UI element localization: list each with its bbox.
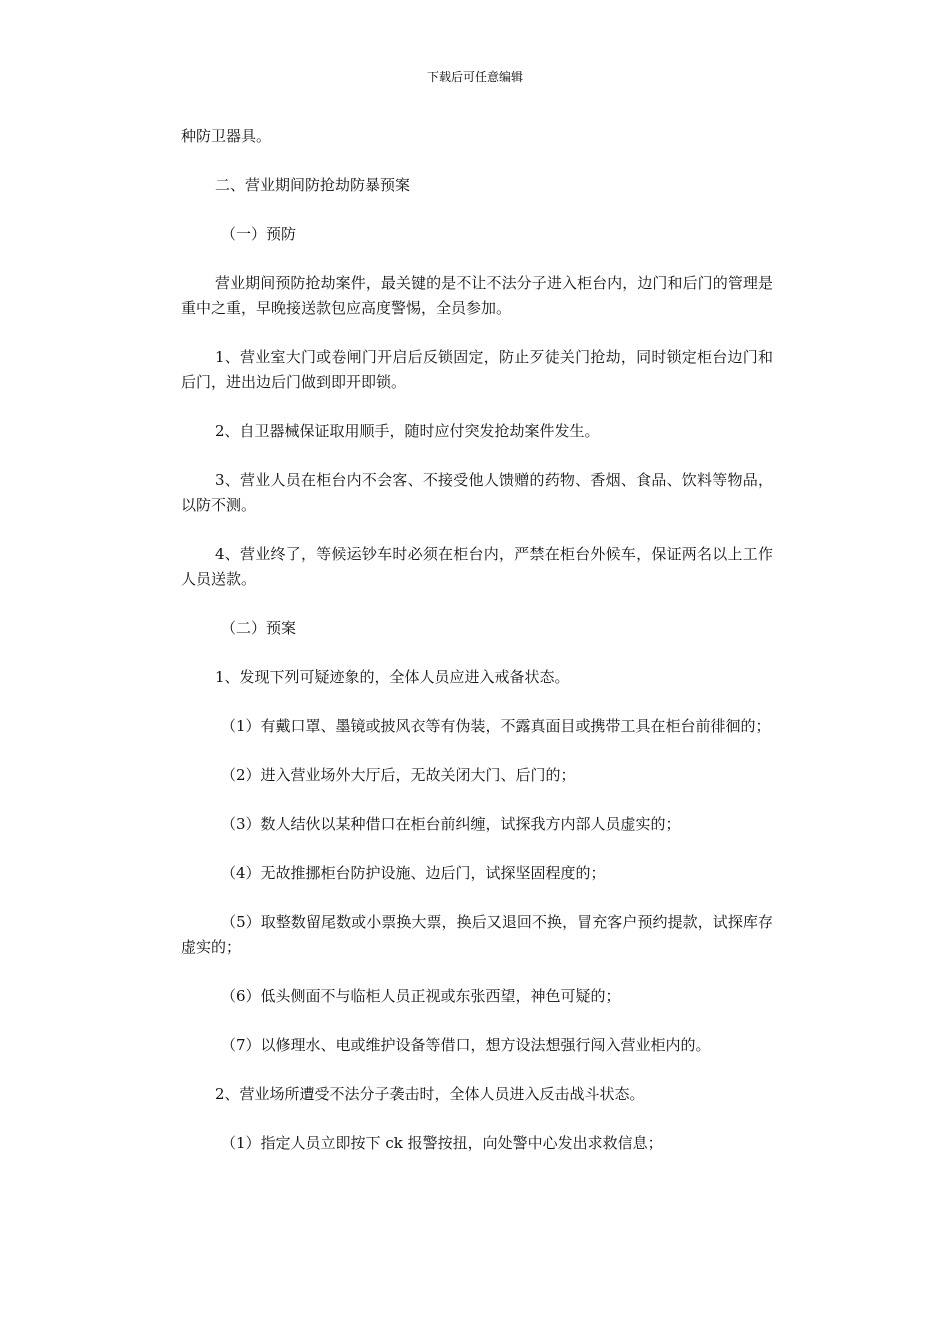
paragraph: 营业期间预防抢劫案件，最关键的是不让不法分子进入柜台内，边门和后门的管理是重中之重，早晚接送款包应高度警惕，全员参加。 (181, 274, 773, 317)
list-item: 1、营业室大门或卷闸门开启后反锁固定，防止歹徒关门抢劫，同时锁定柜台边门和后门，进出边后门做到即开即锁。 (181, 348, 773, 391)
sub-list-item: （1）指定人员立即按下 ck 报警按扭，向处警中心发出求救信息； (221, 1134, 663, 1152)
list-item: 2、营业场所遭受不法分子袭击时，全体人员进入反击战斗状态。 (215, 1085, 645, 1103)
sub-list-item: （4）无故推挪柜台防护设施、边后门，试探坚固程度的； (221, 864, 606, 882)
sub-list-item: （3）数人结伙以某种借口在柜台前纠缠，试探我方内部人员虚实的； (221, 815, 681, 833)
page-header: 下载后可任意编辑 (426, 70, 523, 84)
paragraph: 种防卫器具。 (181, 127, 272, 145)
subsection-heading: （二）预案 (221, 619, 297, 637)
list-item: 2、自卫器械保证取用顺手，随时应付突发抢劫案件发生。 (215, 422, 600, 440)
section-heading: 二、营业期间防抢劫防暴预案 (215, 176, 411, 194)
list-item: 4、营业终了，等候运钞车时必须在柜台内，严禁在柜台外候车，保证两名以上工作人员送款。 (181, 545, 773, 588)
sub-list-item: （5）取整数留尾数或小票换大票，换后又退回不换，冒充客户预约提款，试探库存虚实的； (181, 913, 773, 956)
sub-list-item: （7）以修理水、电或维护设备等借口，想方设法想强行闯入营业柜内的。 (221, 1036, 711, 1054)
sub-list-item: （2）进入营业场外大厅后，无故关闭大门、后门的； (221, 766, 576, 784)
subsection-heading: （一）预防 (221, 225, 297, 243)
sub-list-item: （1）有戴口罩、墨镜或披风衣等有伪装，不露真面目或携带工具在柜台前徘徊的； (221, 717, 771, 735)
document-body (181, 124, 773, 1180)
sub-list-item: （6）低头侧面不与临柜人员正视或东张西望，神色可疑的； (221, 987, 621, 1005)
list-item: 3、营业人员在柜台内不会客、不接受他人馈赠的药物、香烟、食品、饮料等物品，以防不测。 (181, 471, 773, 514)
list-item: 1、发现下列可疑迹象的，全体人员应进入戒备状态。 (215, 668, 570, 686)
